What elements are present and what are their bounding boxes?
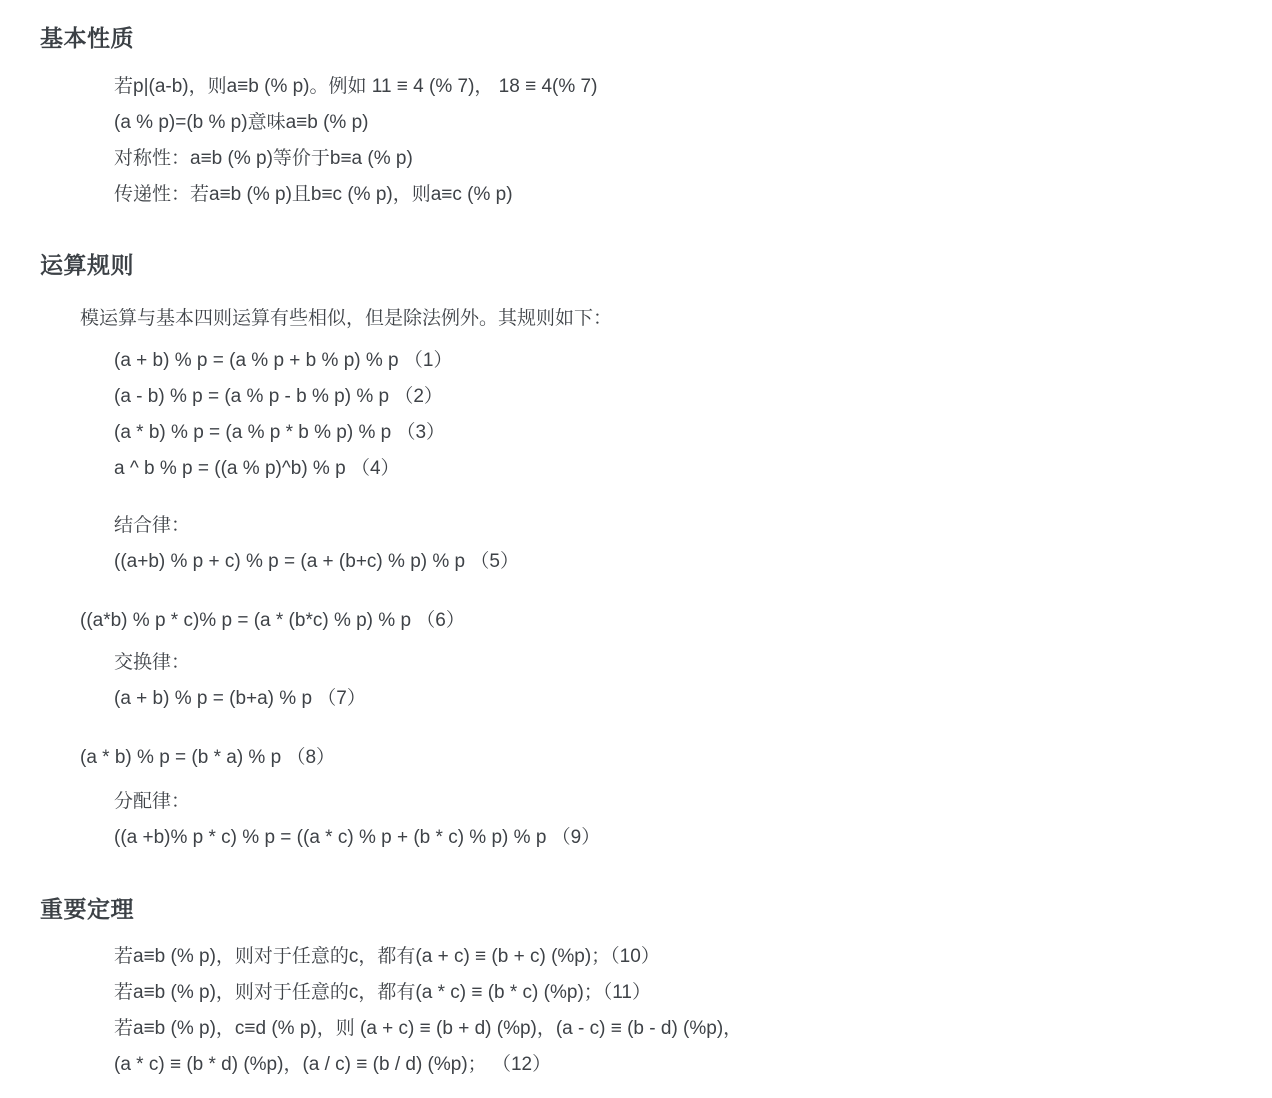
text-line: (a + b) % p = (a % p + b % p) % p （1） — [114, 350, 453, 371]
text-line: 传递性：若a≡b (% p)且b≡c (% p)，则a≡c (% p) — [114, 184, 513, 205]
section-heading-important-theorems: 重要定理 — [40, 896, 134, 922]
text-label-distributive: 分配律： — [114, 791, 191, 812]
text-line-lead: 模运算与基本四则运算有些相似，但是除法例外。其规则如下： — [80, 308, 613, 329]
text-line: 若a≡b (% p)，c≡d (% p)，则 (a + c) ≡ (b + d) (%p)，(a - c) ≡ (b - d) (%p)， — [114, 1018, 743, 1039]
text-line: (a * c) ≡ (b * d) (%p)，(a / c) ≡ (b / d) (%p)； （12） — [114, 1054, 552, 1075]
section-heading-operation-rules: 运算规则 — [40, 252, 134, 278]
text-line: 若a≡b (% p)，则对于任意的c，都有(a * c) ≡ (b * c) (%p)；（11） — [114, 982, 652, 1003]
text-label-commutative: 交换律： — [114, 652, 191, 673]
text-line: 对称性：a≡b (% p)等价于b≡a (% p) — [114, 148, 413, 169]
text-line: (a * b) % p = (a % p * b % p) % p （3） — [114, 422, 446, 443]
text-line: ((a+b) % p + c) % p = (a + (b+c) % p) % p （5） — [114, 551, 519, 572]
text-line: (a - b) % p = (a % p - b % p) % p （2） — [114, 386, 443, 407]
text-line: 若p|(a-b)，则a≡b (% p)。例如 11 ≡ 4 (% 7)， 18 ≡ 4(% 7) — [114, 76, 598, 97]
text-line: ((a*b) % p * c)% p = (a * (b*c) % p) % p （6） — [80, 610, 465, 631]
text-line: (a % p)=(b % p)意味a≡b (% p) — [114, 112, 369, 133]
text-label-associative: 结合律： — [114, 515, 191, 536]
text-line: 若a≡b (% p)，则对于任意的c，都有(a + c) ≡ (b + c) (%p)；（10） — [114, 946, 660, 967]
text-line: (a * b) % p = (b * a) % p （8） — [80, 747, 336, 768]
section-heading-basic-properties: 基本性质 — [40, 25, 134, 51]
text-line: a ^ b % p = ((a % p)^b) % p （4） — [114, 458, 400, 479]
text-line: ((a +b)% p * c) % p = ((a * c) % p + (b * c) % p) % p （9） — [114, 827, 601, 848]
text-line: (a + b) % p = (b+a) % p （7） — [114, 688, 366, 709]
